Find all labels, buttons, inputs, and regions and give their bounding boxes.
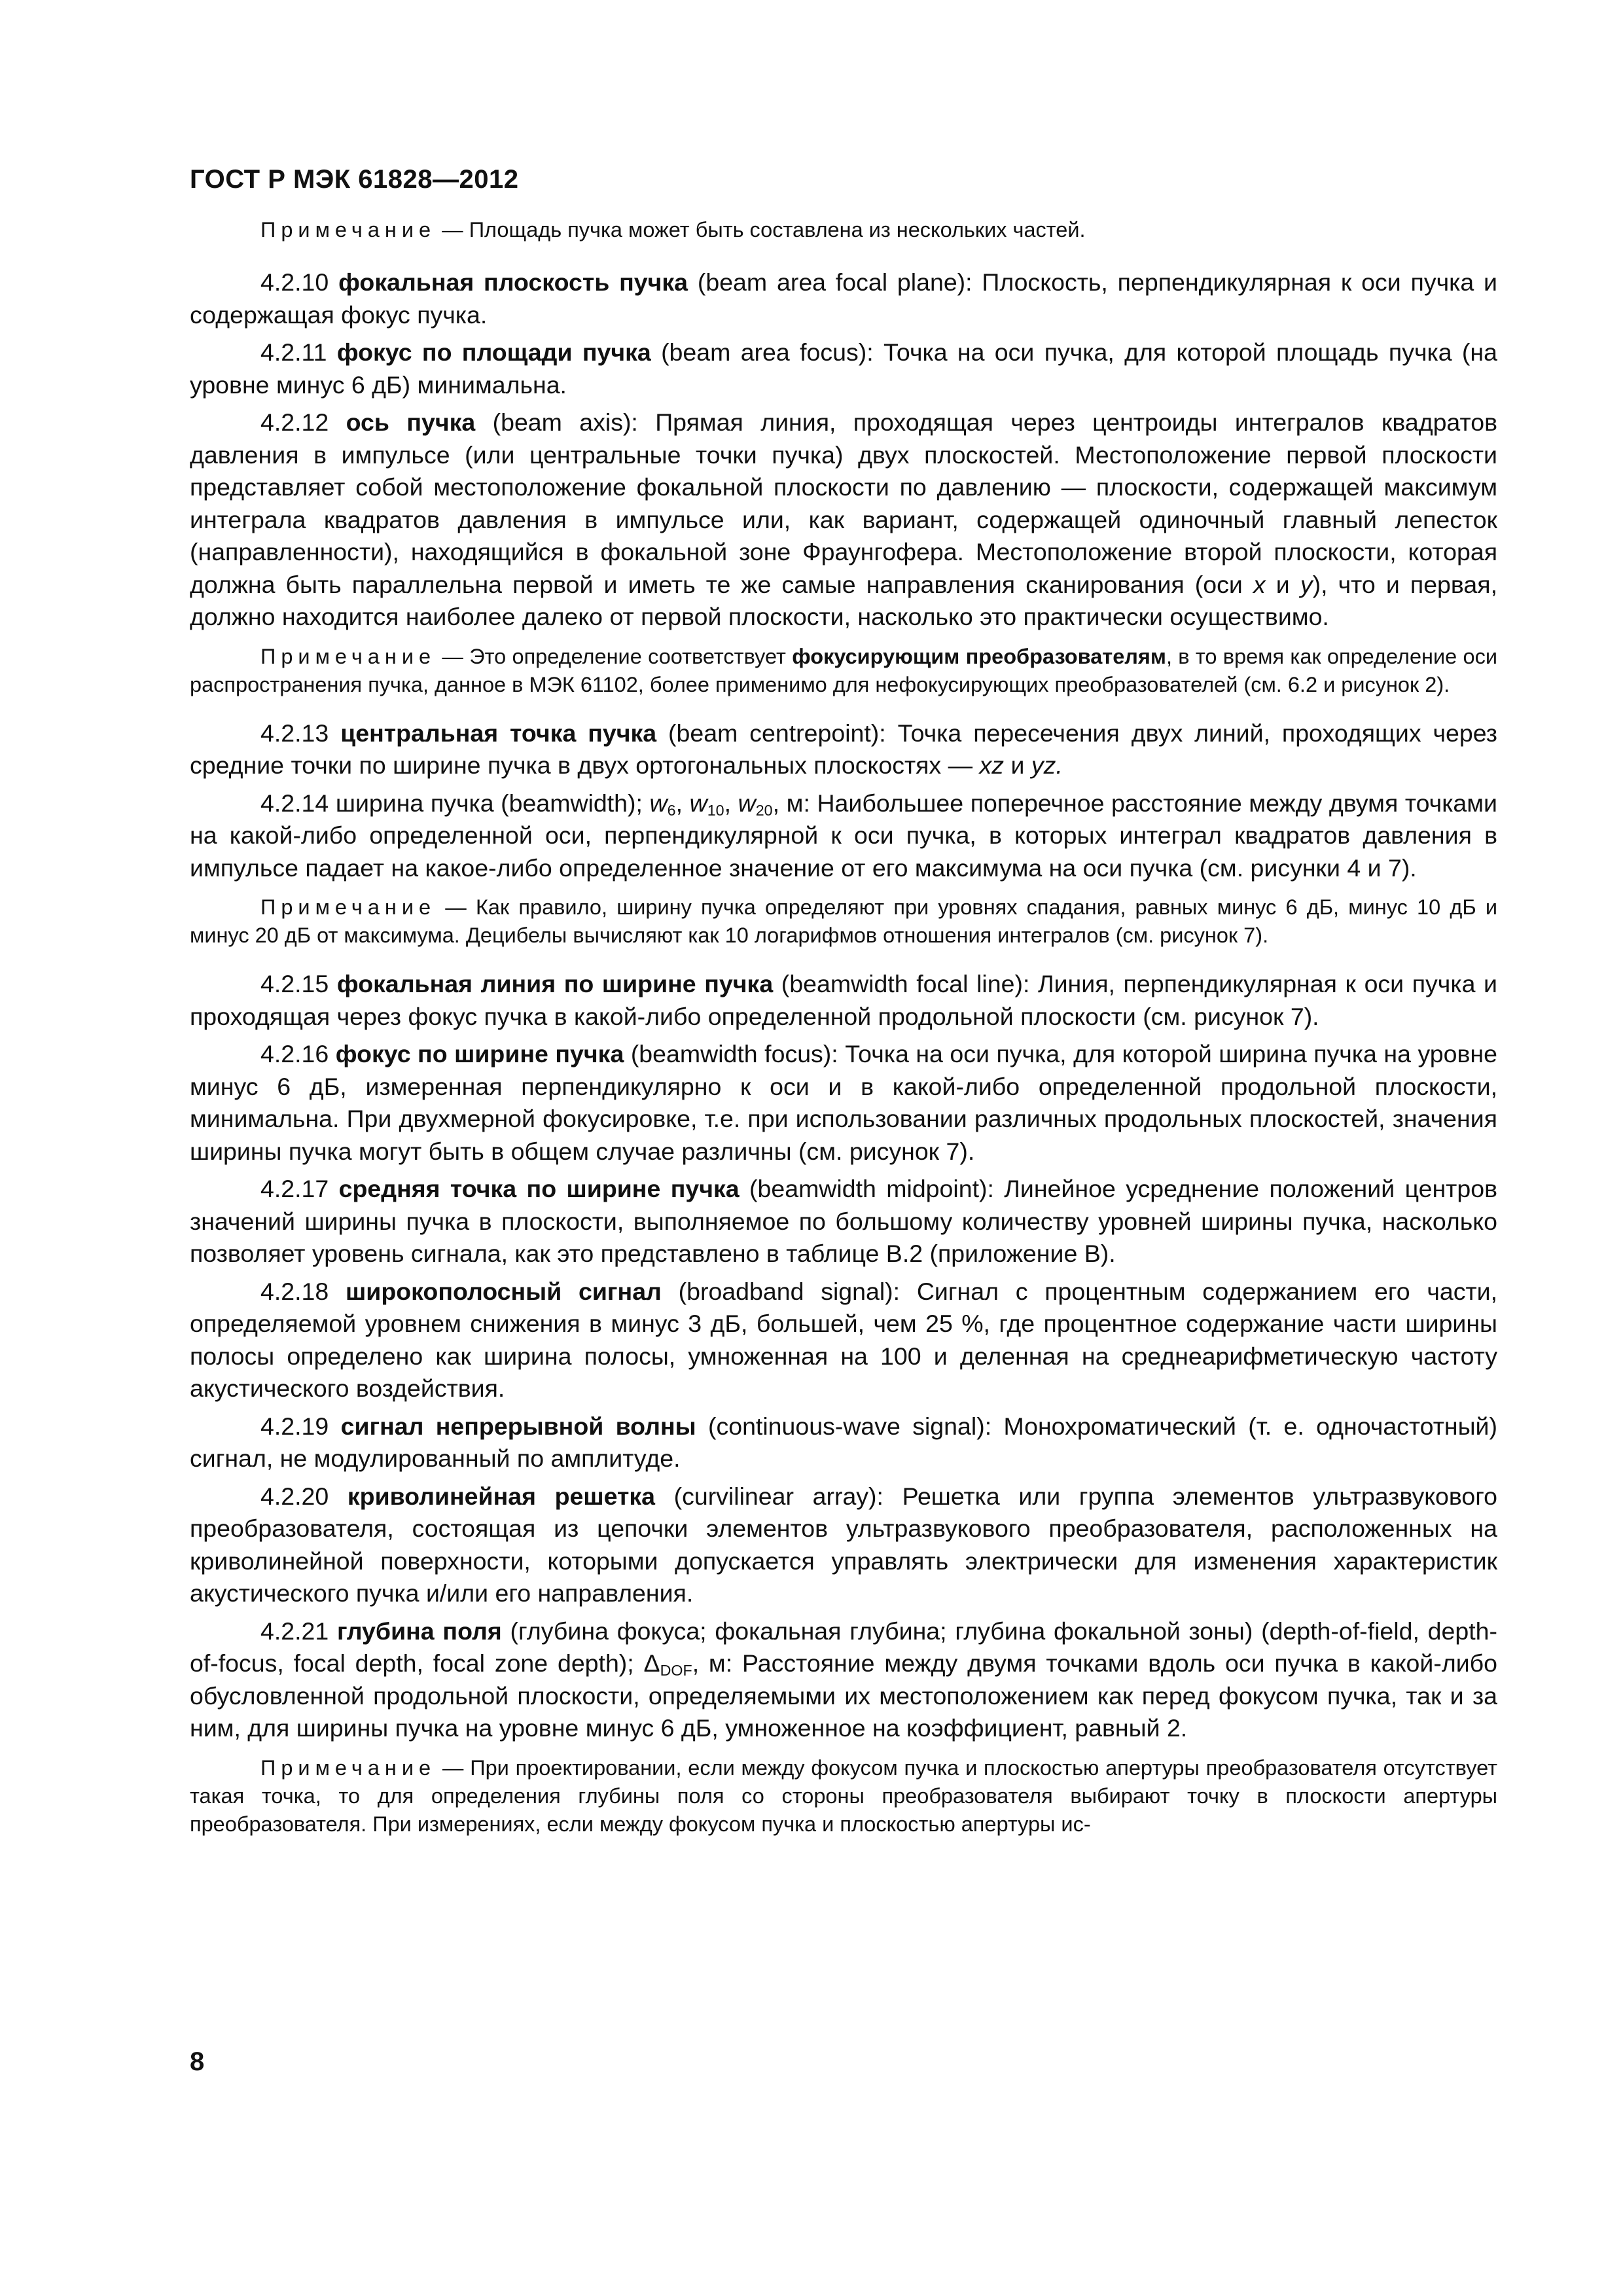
clause-4-2-13: 4.2.13 центральная точка пучка (beam centrepoint): Точка пересечения двух линий, проходящих через средние точки по ширине пучка в двух ортогональных плоскостях — xz и yz.	[190, 719, 1497, 779]
note-label: Примечание	[260, 644, 437, 668]
clause-4-2-21: 4.2.21 глубина поля (глубина фокуса; фокальная глубина; глубина фокальной зоны) (depth-of-field, depth-of-focus, focal depth, focal zone depth); $\Delta_{DOF}$, м: Расстояние между двумя точками вдоль оси пучка в какой-либо обусловленной продольной плоскости, определяемыми их местоположением как перед фокусом пучка, так и за ним, для ширины пучка на уровне минус 6 дБ, умноженное на коэффициент, равный 2.	[190, 1617, 1497, 1742]
clause-4-2-10: 4.2.10 фокальная плоскость пучка (beam area focal plane): Плоскость, перпендикулярная к оси пучка и содержащая фокус пучка.	[190, 268, 1498, 329]
clause-4-2-15: 4.2.15 фокальная линия по ширине пучка (beamwidth focal line): Линия, перпендикулярная к оси пучка и проходящая через фокус пучка в какой-либо определенной продольной плоскости (см. рисунок 7).	[190, 970, 1497, 1030]
term: фокус по ширине пучка	[335, 1040, 624, 1067]
document-body	[190, 216, 1497, 1857]
term: глубина поля	[337, 1617, 502, 1645]
clause-4-2-19: 4.2.19 сигнал непрерывной волны (continuous-wave signal): Монохроматический (т. е. одночастотный) сигнал, не модулированный по амплитуде.	[190, 1412, 1497, 1472]
document-header: ГОСТ Р МЭК 61828—2012	[190, 165, 519, 194]
note-depth-of-field: Примечание — При проектировании, если между фокусом пучка и плоскостью апертуры преобразователя отсутствует такая точка, то для определения глубины поля со стороны преобразователя выбирают точку в плоскости апертуры преобразователя. При измерениях, если между фокусом пучка и плоскостью апертуры ис-	[190, 1755, 1497, 1836]
term: фокус по площади пучка	[336, 338, 651, 366]
page-number: 8	[190, 2047, 205, 2076]
clause-4-2-17: 4.2.17 средняя точка по ширине пучка (beamwidth midpoint): Линейное усреднение положений центров значений ширины пучка в плоскости, выполняемое по большому количеству уровней ширины пучка, насколько позволяет уровень сигнала, как это представлено в таблице В.2 (приложение В).	[190, 1175, 1497, 1267]
clause-4-2-16: 4.2.16 фокус по ширине пучка (beamwidth focus): Точка на оси пучка, для которой ширина пучка на уровне минус 6 дБ, измеренная перпендикулярно к оси и в какой-либо определенной продольной плоскости, минимальна. При двухмерной фокусировке, т.е. при использовании различных продольных плоскостей, значения ширины пучка могут быть в общем случае различны (см. рисунок 7).	[190, 1040, 1497, 1165]
clause-4-2-18: 4.2.18 широкополосный сигнал (broadband signal): Сигнал с процентным содержанием его части, определяемой уровнем снижения в минус 3 дБ, большей, чем 25 %, где процентное содержание части ширины полосы определено как ширина полосы, умноженная на 100 и деленная на среднеарифметическую частоту акустического воздействия.	[190, 1277, 1497, 1402]
term: широкополосный сигнал	[346, 1277, 662, 1305]
clause-4-2-14: 4.2.14 ширина пучка (beamwidth); $w_6$, $w_{10}$, $w_{20}$, м: Наибольшее поперечное расстояние между двумя точками на какой-либо определенной оси, перпендикулярной к оси пучка, в которых интеграл квадратов давления в импульсе падает на какое-либо определенное значение от его максимума на оси пучка (см. рисунки 4 и 7).	[190, 789, 1498, 882]
clause-4-2-20: 4.2.20 криволинейная решетка (curvilinear array): Решетка или группа элементов ультразвукового преобразователя, состоящая из цепочки элементов ультразвукового преобразователя, расположенных на криволинейной поверхности, которыми допускается управлять электрически для изменения характеристик акустического пучка и/или его направления.	[190, 1482, 1497, 1607]
term: фокальная линия по ширине пучка	[336, 970, 774, 997]
clause-4-2-12: 4.2.12 ось пучка (beam axis): Прямая линия, проходящая через центроиды интегралов квадратов давления в импульсе (или центральные точки пучка) двух плоскостей. Местоположение первой плоскости представляет собой местоположение фокальной плоскости по давлению — плоскости, содержащей максимум интеграла квадратов давления в импульсе или, как вариант, содержащей одиночный главный лепесток (направленности), находящийся в фокальной зоне Фраунгофера. Местоположение второй плоскости, которая должна быть параллельна первой и иметь те же самые направления сканирования (оси x и y), что и первая, должно находится наиболее далеко от первой плоскости, насколько это практически осуществимо.	[190, 408, 1497, 630]
term: средняя точка по ширине пучка	[338, 1175, 740, 1202]
term: фокальная плоскость пучка	[338, 268, 688, 296]
note-label: Примечание	[260, 218, 437, 242]
term: центральная точка пучка	[340, 719, 657, 747]
note-label: Примечание	[260, 1755, 437, 1780]
note-beam-area: Примечание — Площадь пучка может быть составлена из нескольких частей.	[260, 218, 1086, 242]
note-beam-axis: Примечание — Это определение соответствует фокусирующим преобразователям, в то время как определение оси распространения пучка, данное в МЭК 61102, более применимо для нефокусирующих преобразователей (см. 6.2 и рисунок 2).	[190, 644, 1498, 696]
note-label: Примечание	[260, 895, 437, 919]
note-beamwidth: Примечание — Как правило, ширину пучка определяют при уровнях спадания, равных минус 6 дБ, минус 10 дБ и минус 20 дБ от максимума. Децибелы вычисляют как 10 логарифмов отношения интегралов (см. рисунок 7).	[190, 895, 1497, 947]
clause-4-2-11: 4.2.11 фокус по площади пучка (beam area focus): Точка на оси пучка, для которой площадь пучка (на уровне минус 6 дБ) минимальна.	[190, 338, 1497, 399]
term: сигнал непрерывной волны	[340, 1412, 696, 1440]
term: ось пучка	[346, 408, 476, 436]
term: криволинейная решетка	[347, 1482, 655, 1510]
